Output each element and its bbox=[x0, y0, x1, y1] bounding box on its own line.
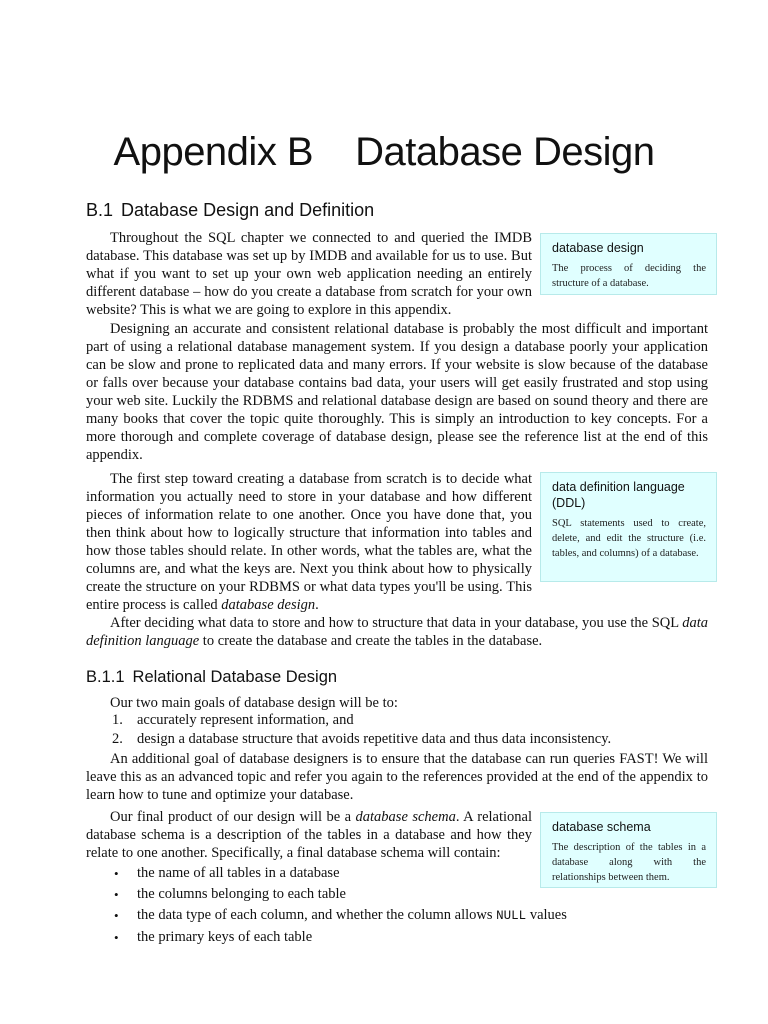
paragraph-schema-text: Our final product of our design will be a bbox=[110, 809, 356, 825]
paragraph-ddl bbox=[86, 614, 708, 650]
list-item bbox=[112, 711, 712, 730]
list-item bbox=[112, 884, 712, 905]
paragraph-first-step-text: The first step toward creating a database from scratch is to decide what information you actually need to store in your database and how different pieces of information relate to one another. Once you have done that, you then think about how to logically structure that information into tables and how those tables should relate. In other words, what the tables are, what the columns are, and what the keys are. Next you think about how to physically create the structure on your RDBMS or what data types you'll be using. This entire process is called bbox=[86, 471, 532, 613]
margin-note-ddl bbox=[540, 472, 717, 582]
section-heading bbox=[86, 200, 374, 221]
list-item-number: 1. bbox=[112, 712, 123, 728]
list-item bbox=[112, 730, 712, 749]
margin-note-term: database design bbox=[552, 241, 644, 255]
list-item-text-end: values bbox=[526, 907, 567, 923]
list-item bbox=[112, 905, 712, 927]
code-null: NULL bbox=[496, 909, 527, 923]
paragraph-ddl-end: to create the database and create the tables in the database. bbox=[199, 633, 543, 649]
bullet-icon: • bbox=[114, 887, 119, 902]
title-topic: Database Design bbox=[355, 130, 655, 174]
paragraph-intro: Throughout the SQL chapter we connected to and queried the IMDB database. This database was set up by IMDB and available for us to use. But what if you want to set up your own web application needing an entirely different database – how do you create a database from scratch for your own website? This is what we are going to explore in this appendix. bbox=[86, 230, 532, 318]
page-title bbox=[0, 130, 768, 175]
list-item-text: the name of all tables in a database bbox=[137, 865, 340, 881]
bullet-icon: • bbox=[114, 866, 119, 881]
paragraph-first-step-end: . bbox=[315, 597, 319, 613]
margin-note-definition: SQL statements used to create, delete, and edit the structure (i.e. tables, and columns) of a database. bbox=[552, 518, 706, 559]
margin-note-database-design bbox=[540, 233, 717, 295]
section-title: Database Design and Definition bbox=[121, 200, 375, 220]
margin-note-term: database schema bbox=[552, 820, 651, 834]
list-item-text: the primary keys of each table bbox=[137, 929, 313, 945]
paragraph-goals-intro: Our two main goals of database design will be to: bbox=[110, 695, 398, 711]
bullet-icon: • bbox=[114, 908, 119, 923]
list-item bbox=[112, 863, 712, 884]
bullet-icon: • bbox=[114, 930, 119, 945]
goals-list bbox=[112, 711, 712, 749]
paragraph-schema bbox=[86, 808, 532, 862]
margin-note-definition: The description of the tables in a database along with the relationships between them. bbox=[552, 842, 706, 883]
list-item-number: 2. bbox=[112, 731, 123, 747]
term-data-definition-language: data definition language bbox=[86, 615, 708, 649]
paragraph-schema-end: . A relational database schema is a description of the tables in a database and how they relate to one another. Specifically, a final database schema will contain: bbox=[86, 809, 533, 861]
term-database-schema: database schema bbox=[355, 809, 456, 825]
paragraph-design-importance: Designing an accurate and consistent relational database is probably the most difficult and important part of using a relational database management system. If you design a database poorly your application can be slow and prone to replicated data and many errors. If your website is slow because of the database or falls over because your database contains bad data, your users will get easily frustrated and stop using your web site. Luckily the RDBMS and relational database design are based on sound theory and there are many books that cover the topic quite thoroughly. This is simply an introduction to key concepts. For a more thorough and complete coverage of database design, please see the reference list at the end of this appendix. bbox=[86, 321, 708, 463]
subsection-number: B.1.1 bbox=[86, 668, 125, 686]
term-database-design: database design bbox=[221, 597, 316, 613]
schema-contents-list bbox=[112, 863, 712, 948]
margin-note-definition: The process of deciding the structure of a database. bbox=[552, 263, 706, 289]
title-appendix-label: Appendix B bbox=[113, 130, 314, 174]
section-number: B.1 bbox=[86, 200, 114, 220]
list-item-text: the columns belonging to each table bbox=[137, 886, 346, 902]
margin-note-term: data definition language (DDL) bbox=[552, 480, 685, 510]
list-item bbox=[112, 927, 712, 948]
paragraph-ddl-text: After deciding what data to store and how to structure that data in your database, you use the SQL bbox=[110, 615, 683, 631]
paragraph-first-step bbox=[86, 470, 532, 614]
list-item-text: accurately represent information, and bbox=[137, 712, 354, 728]
subsection-title: Relational Database Design bbox=[132, 668, 338, 686]
list-item-text: the data type of each column, and whether the column allows bbox=[137, 907, 497, 923]
subsection-heading bbox=[86, 668, 337, 687]
paragraph-additional-goal: An additional goal of database designers is to ensure that the database can run queries FAST! We will leave this as an advanced topic and refer you again to the references provided at the end of the appendix to learn how to tune and optimize your database. bbox=[86, 751, 708, 803]
list-item-text: design a database structure that avoids repetitive data and thus data inconsistency. bbox=[137, 731, 612, 747]
